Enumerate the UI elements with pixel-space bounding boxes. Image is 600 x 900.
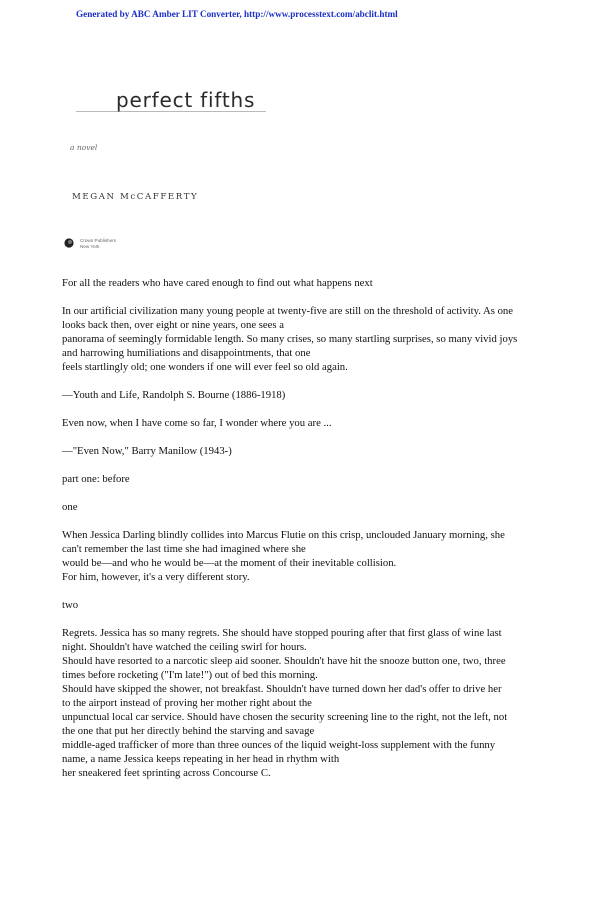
- chapter-one-text: [62, 528, 582, 584]
- chapter-line: Should have resorted to a narcotic sleep aid sooner. Shouldn't have hit the snooze button one, two, three: [62, 655, 506, 667]
- chapter-line: Regrets. Jessica has so many regrets. She should have stopped pouring after that first glass of wine last: [62, 627, 502, 639]
- chapter-line: the one that put her directly behind the starving and savage: [62, 725, 315, 737]
- chapter-line: can't remember the last time she had imagined where she: [62, 543, 306, 555]
- publisher-city: New York: [80, 244, 100, 249]
- chapter-line: When Jessica Darling blindly collides into Marcus Flutie on this crisp, unclouded January morning, she: [62, 529, 505, 541]
- epigraph-2: Even now, when I have come so far, I wonder where you are ...: [62, 417, 332, 429]
- chapter-line: her sneakered feet sprinting across Concourse C.: [62, 767, 271, 779]
- chapter-line: times before rocketing ("I'm late!") out of bed this morning.: [62, 669, 318, 681]
- epigraph-1-attribution: —Youth and Life, Randolph S. Bourne (1886-1918): [62, 389, 286, 401]
- chapter-line: Should have skipped the shower, not breakfast. Shouldn't have turned down her dad's offer to drive her: [62, 683, 502, 695]
- epigraph-1: [62, 304, 582, 374]
- generator-link[interactable]: Generated by ABC Amber LIT Converter, http://www.processtext.com/abclit.html: [76, 9, 398, 19]
- chapter-line: name, a name Jessica keeps repeating in her head in rhythm with: [62, 753, 340, 765]
- part-heading: part one: before: [62, 473, 130, 485]
- epigraph-line: looks back then, over eight or nine years, one sees a: [62, 319, 284, 331]
- epigraph-line: panorama of seemingly formidable length. So many crises, so many startling surprises, so many vivid joys: [62, 333, 518, 345]
- book-title: perfect fifths: [116, 88, 256, 112]
- chapter-line: unpunctual local car service. Should have chosen the security screening line to the right, not the left, not: [62, 711, 508, 723]
- publisher-logo-icon: [64, 238, 74, 248]
- chapter-two-heading: two: [62, 599, 79, 611]
- book-subtitle: a novel: [70, 143, 98, 152]
- dedication: For all the readers who have cared enough to find out what happens next: [62, 277, 373, 289]
- epigraph-line: feels startlingly old; one wonders if one will ever feel so old again.: [62, 361, 348, 373]
- epigraph-line: In our artificial civilization many young people at twenty-five are still on the threshold of activity. As one: [62, 305, 514, 317]
- chapter-line: For him, however, it's a very different story.: [62, 571, 250, 583]
- publisher-name: Crown Publishers: [80, 238, 116, 243]
- chapter-line: night. Shouldn't have watched the ceiling swirl for hours.: [62, 641, 307, 653]
- epigraph-2-attribution: —"Even Now," Barry Manilow (1943-): [62, 445, 232, 457]
- chapter-line: middle-aged trafficker of more than three ounces of the liquid weight-loss supplement with the funny: [62, 739, 496, 751]
- author-name: MEGAN McCAFFERTY: [72, 192, 199, 202]
- chapter-line: would be—and who he would be—at the moment of their inevitable collision.: [62, 557, 397, 569]
- epigraph-line: and harrowing humiliations and disappointments, that one: [62, 347, 311, 359]
- chapter-two-text: [62, 626, 582, 780]
- book-body: [62, 276, 582, 780]
- chapter-line: to the airport instead of proving her mother right about the: [62, 697, 312, 709]
- chapter-one-heading: one: [62, 501, 78, 513]
